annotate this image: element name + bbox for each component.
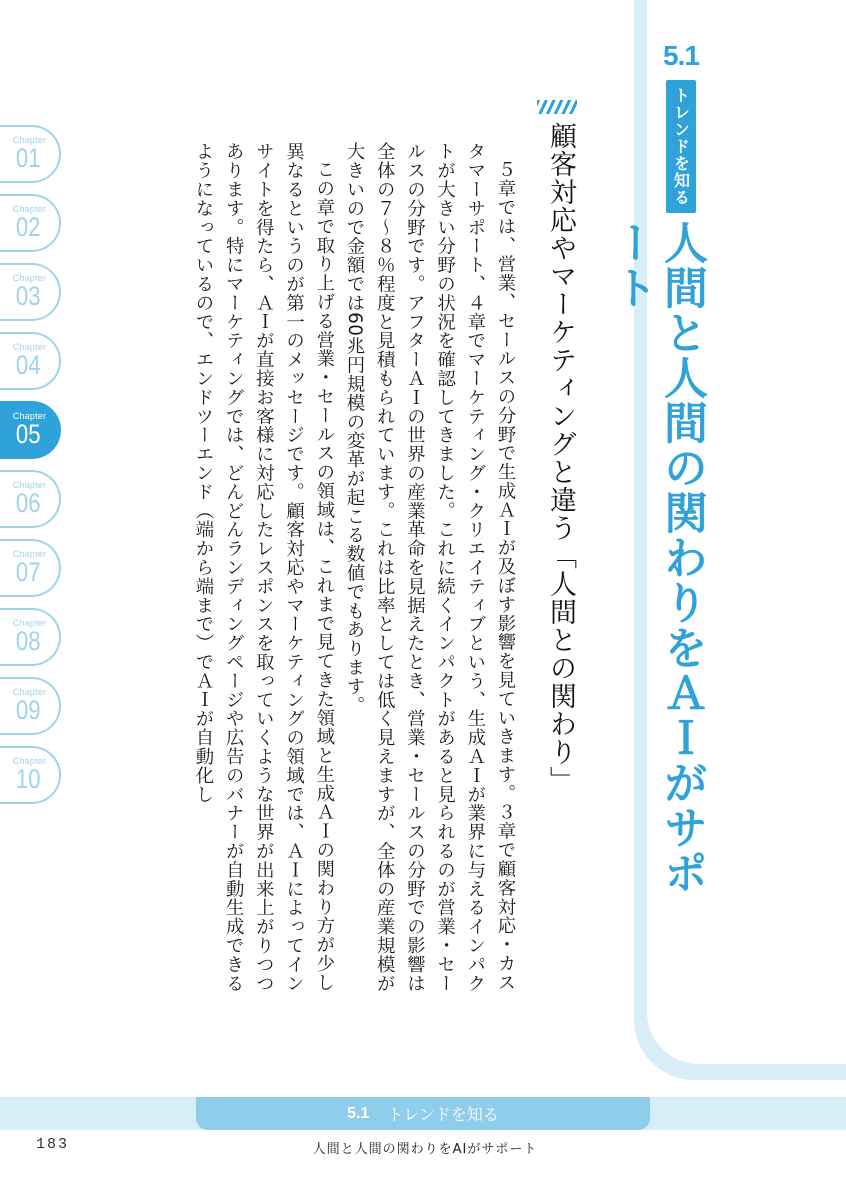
chapter-tab-label: Chapter — [12, 618, 47, 628]
chapter-tab-label: Chapter — [12, 480, 47, 490]
chapter-tab-06[interactable] — [0, 470, 61, 528]
chapter-tab-number: 02 — [15, 212, 41, 242]
chapter-tab-number: 05 — [15, 419, 41, 449]
section-category-badge: トレンドを知る — [666, 80, 696, 213]
chapter-tab-number: 03 — [15, 281, 41, 311]
chapter-tab-02[interactable] — [0, 194, 61, 252]
chapter-tab-03[interactable] — [0, 263, 61, 321]
chapter-tab-number: 01 — [15, 143, 41, 173]
chapter-tab-label: Chapter — [12, 411, 47, 421]
chapter-tab-number: 06 — [15, 488, 41, 518]
article-heading: 顧客対応やマーケティングと違う「人間との関わり」 — [545, 122, 576, 794]
chapter-tab-label: Chapter — [12, 549, 47, 559]
page-number: 183 — [36, 1136, 70, 1153]
chapter-tab-10[interactable] — [0, 746, 61, 804]
chapter-tab-number: 04 — [15, 350, 41, 380]
chapter-tab-label: Chapter — [12, 687, 47, 697]
chapter-tab-label: Chapter — [12, 204, 47, 214]
chapter-tab-label: Chapter — [12, 756, 47, 766]
chapter-tab-01[interactable] — [0, 125, 61, 183]
heading-hatch-decoration — [537, 100, 577, 114]
chapter-tab-number: 10 — [15, 764, 41, 794]
article-paragraph: ５章では、営業、セールスの分野で生成ＡＩが及ぼす影響を見ていきます。３章で顧客対応・カスタマーサポート、４章でマーケティング・クリエイティブという、生成ＡＩが業界に与えるインパクトが大きい分野の状況を確認してきました。これに続くインパクトがあると見られるのが営業・セールスの分野です。アフターＡＩの世界の産業革命を見据えたとき、営業・セールスの分野での影響は全体の７〜８％程度と見積もられています。これは比率としては低く見えますが、全体の産業規模が大きいので金額では60兆円規模の変革が起こる数値でもあります。 — [343, 142, 516, 993]
chapter-tab-number: 08 — [15, 626, 41, 656]
chapter-tab-number: 09 — [15, 695, 41, 725]
chapter-tab-label: Chapter — [12, 273, 47, 283]
running-title: 人間と人間の関わりをAIがサポート — [312, 1142, 538, 1157]
chapter-tab-label: Chapter — [12, 342, 47, 352]
chapter-tab-number: 07 — [15, 557, 41, 587]
section-title: 人間と人間の関わりをＡＩがサポート — [606, 220, 707, 895]
article-body — [110, 142, 520, 1002]
article-paragraph: この章で取り上げる営業・セールスの領域は、これまで見てきた領域と生成ＡＩの関わり方が少し異なるというのが第一のメッセージです。顧客対応やマーケティングの領域では、ＡＩによってインサイトを得たら、ＡＩが直接お客様に対応したレスポンスを取っていくような世界が出来上がりつつあります。特にマーケティングでは、どんどんランディングページや広告のバナーが自動生成できるようになっているので、エンドツーエンド（端から端まで）でＡＩが自動化し — [192, 142, 335, 993]
chapter-tab-08[interactable] — [0, 608, 61, 666]
chapter-tab-07[interactable] — [0, 539, 61, 597]
footer-section-pill — [196, 1097, 650, 1130]
footer-section-name: トレンドを知る — [387, 1105, 499, 1124]
chapter-tab-09[interactable] — [0, 677, 61, 735]
chapter-tab-04[interactable] — [0, 332, 61, 390]
section-number: 5.1 — [663, 40, 699, 71]
footer-section-number: 5.1 — [347, 1104, 370, 1122]
chapter-tab-label: Chapter — [12, 135, 47, 145]
chapter-tab-05[interactable] — [0, 401, 61, 459]
